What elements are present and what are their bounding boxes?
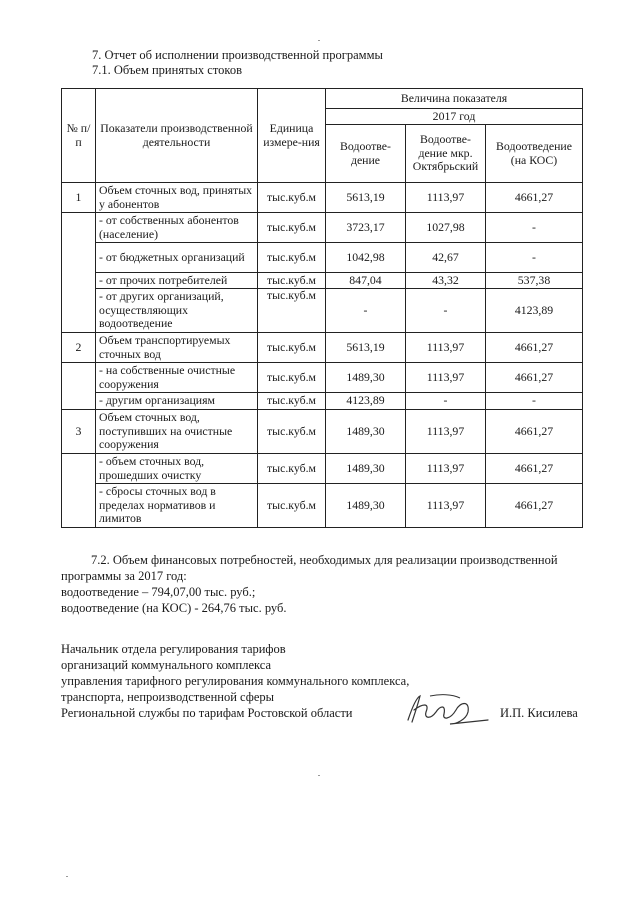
row-unit: тыс.куб.м <box>258 289 326 333</box>
row-num <box>62 454 96 528</box>
row-value3: - <box>486 213 583 243</box>
row-value2: 1027,98 <box>406 213 486 243</box>
header-num: № п/п <box>62 89 96 183</box>
row-value3: 4661,27 <box>486 454 583 484</box>
row-indicator: - сбросы сточных вод в пределах нормативов и лимитов <box>96 484 258 528</box>
row-value1: 847,04 <box>326 273 406 289</box>
signer-title-line-5: Региональной службы по тарифам Ростовской области <box>61 706 353 720</box>
header-value-group: Величина показателя <box>326 89 583 109</box>
row-value2: 1113,97 <box>406 484 486 528</box>
row-indicator: - другим организациям <box>96 393 258 410</box>
signer-title-line-3: управления тарифного регулирования коммунального комплекса, <box>61 674 410 688</box>
row-value1: - <box>326 289 406 333</box>
row-value3: 4661,27 <box>486 410 583 454</box>
row-value1: 5613,19 <box>326 333 406 363</box>
row-value3: 4661,27 <box>486 363 583 393</box>
section-title: 7. Отчет об исполнении производственной программы <box>92 48 383 62</box>
row-indicator: - от прочих потребителей <box>96 273 258 289</box>
row-value3: 4661,27 <box>486 484 583 528</box>
row-unit: тыс.куб.м <box>258 213 326 243</box>
table-row <box>62 410 583 454</box>
table-row <box>62 213 583 243</box>
row-num <box>62 363 96 410</box>
table-row <box>62 393 583 410</box>
row-value3: 4123,89 <box>486 289 583 333</box>
row-value1: 3723,17 <box>326 213 406 243</box>
row-unit: тыс.куб.м <box>258 363 326 393</box>
row-value1: 1042,98 <box>326 243 406 273</box>
row-num: 1 <box>62 183 96 213</box>
row-num: 2 <box>62 333 96 363</box>
signer-title-line-1: Начальник отдела регулирования тарифов <box>61 642 286 656</box>
subsection-title: 7.1. Объем принятых стоков <box>92 63 242 77</box>
header-unit: Единица измере-ния <box>258 89 326 183</box>
row-value1: 1489,30 <box>326 410 406 454</box>
handwritten-signature <box>400 690 490 730</box>
header-water1: Водоотве-дение <box>326 125 406 183</box>
row-unit: тыс.куб.м <box>258 410 326 454</box>
row-unit: тыс.куб.м <box>258 484 326 528</box>
row-value2: 43,32 <box>406 273 486 289</box>
row-value2: 1113,97 <box>406 454 486 484</box>
row-value2: - <box>406 289 486 333</box>
scan-speck <box>318 775 320 776</box>
row-value3: 537,38 <box>486 273 583 289</box>
row-indicator: Объем сточных вод, поступивших на очистные сооружения <box>96 410 258 454</box>
table-row <box>62 273 583 289</box>
row-value1: 1489,30 <box>326 454 406 484</box>
row-value3: - <box>486 393 583 410</box>
row-indicator: - на собственные очистные сооружения <box>96 363 258 393</box>
table-row <box>62 243 583 273</box>
header-water3: Водоотведение (на КОС) <box>486 125 583 183</box>
row-value3: - <box>486 243 583 273</box>
row-value1: 5613,19 <box>326 183 406 213</box>
row-unit: тыс.куб.м <box>258 273 326 289</box>
signer-title-line-4: транспорта, непроизводственной сферы <box>61 690 275 704</box>
row-indicator: - от других организаций, осуществляющих водоотведение <box>96 289 258 333</box>
table-row <box>62 333 583 363</box>
report-table <box>61 88 583 528</box>
finance-line-1: водоотведение – 794,07,00 тыс. руб.; <box>61 585 256 599</box>
row-unit: тыс.куб.м <box>258 243 326 273</box>
row-value2: 1113,97 <box>406 183 486 213</box>
row-unit: тыс.куб.м <box>258 454 326 484</box>
table-row <box>62 183 583 213</box>
row-value2: - <box>406 393 486 410</box>
row-indicator: Объем сточных вод, принятых у абонентов <box>96 183 258 213</box>
header-indicator: Показатели производственной деятельности <box>96 89 258 183</box>
row-num: 3 <box>62 410 96 454</box>
row-value2: 1113,97 <box>406 410 486 454</box>
table-row <box>62 484 583 528</box>
table-row <box>62 363 583 393</box>
row-value2: 1113,97 <box>406 363 486 393</box>
table-row <box>62 289 583 333</box>
row-value1: 4123,89 <box>326 393 406 410</box>
row-value1: 1489,30 <box>326 484 406 528</box>
row-unit: тыс.куб.м <box>258 183 326 213</box>
row-indicator: Объем транспортируемых сточных вод <box>96 333 258 363</box>
row-indicator: - объем сточных вод, прошедших очистку <box>96 454 258 484</box>
row-unit: тыс.куб.м <box>258 393 326 410</box>
scan-speck <box>318 40 320 41</box>
row-value2: 1113,97 <box>406 333 486 363</box>
signer-title-line-2: организаций коммунального комплекса <box>61 658 272 672</box>
scan-speck <box>66 876 68 877</box>
finance-line-2: водоотведение (на КОС) - 264,76 тыс. руб. <box>61 601 287 615</box>
row-value1: 1489,30 <box>326 363 406 393</box>
signer-name: И.П. Кисилева <box>500 706 578 720</box>
finance-intro: 7.2. Объем финансовых потребностей, необходимых для реализации производственной программы за 2017 год: <box>61 553 558 583</box>
row-value2: 42,67 <box>406 243 486 273</box>
header-water2: Водоотве-дение мкр. Октябрьский <box>406 125 486 183</box>
header-year: 2017 год <box>326 109 583 125</box>
row-indicator: - от бюджетных организаций <box>96 243 258 273</box>
row-value3: 4661,27 <box>486 333 583 363</box>
table-row <box>62 454 583 484</box>
row-unit: тыс.куб.м <box>258 333 326 363</box>
row-value3: 4661,27 <box>486 183 583 213</box>
row-indicator: - от собственных абонентов (население) <box>96 213 258 243</box>
row-num <box>62 213 96 333</box>
